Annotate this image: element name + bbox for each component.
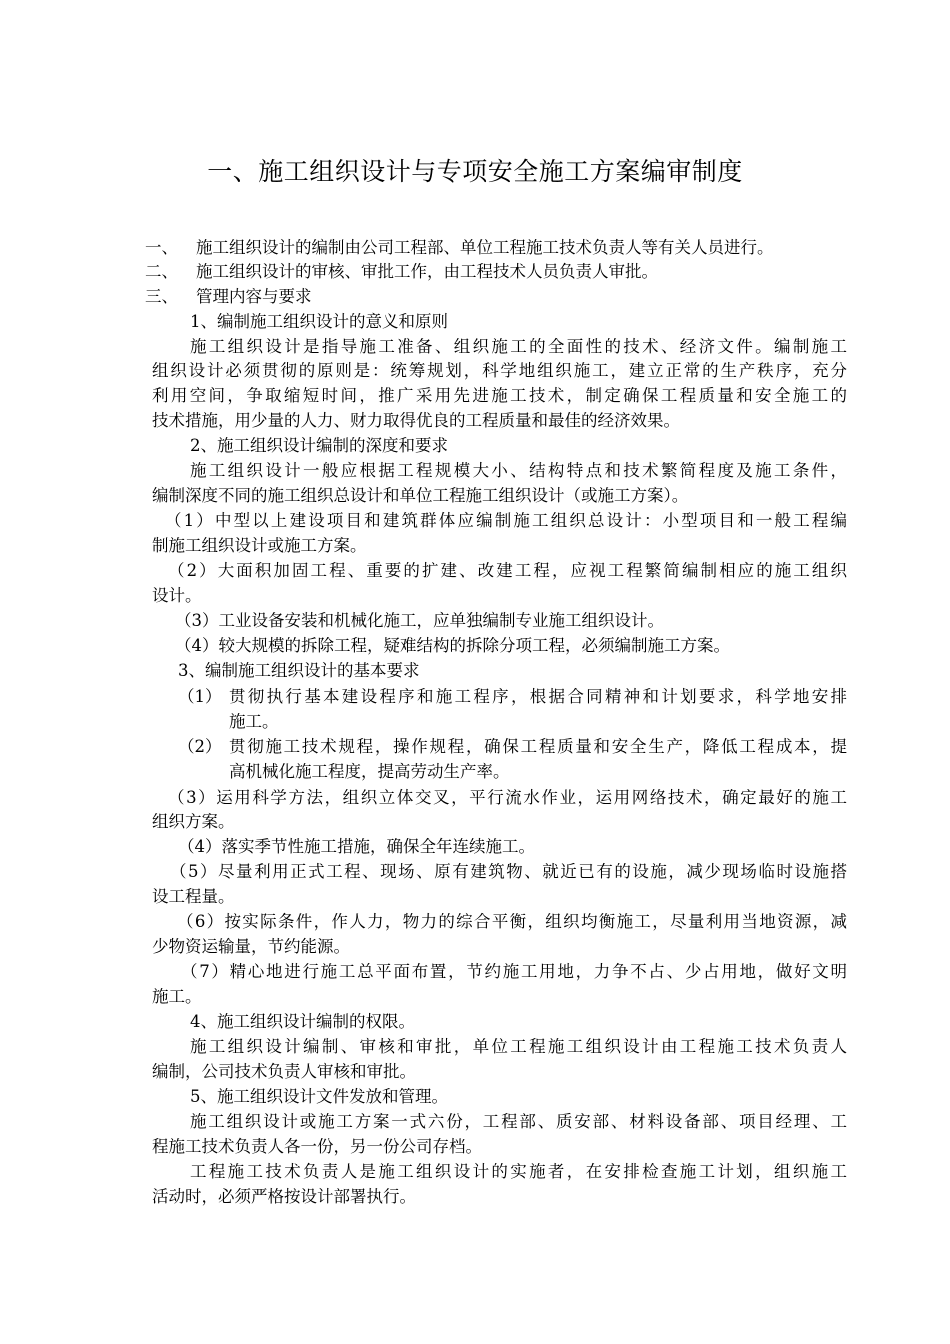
item-text: 施工组织设计的审核、审批工作，由工程技术人员负责人审批。 (196, 262, 658, 281)
list-item-line: （6）按实际条件，作人力，物力的综合平衡，组织均衡施工，尽量利用当地资源，减 (177, 912, 847, 931)
list-item-line: 施工。 (152, 987, 202, 1006)
paragraph-line: 施工组织设计是指导施工准备、组织施工的全面性的技术、经济文件。编制施工 (190, 337, 847, 356)
list-item-marker: （1） (178, 687, 222, 706)
list-item-line: （2）大面积加固工程、重要的扩建、改建工程，应视工程繁简编制相应的施工组织 (168, 561, 847, 580)
page-title: 一、施工组织设计与专项安全施工方案编审制度 (207, 157, 743, 186)
list-item-line: （7）精心地进行施工总平面布置，节约施工用地，力争不占、少占用地，做好文明 (181, 962, 847, 981)
paragraph-line: 组织设计必须贯彻的原则是：统筹规划，科学地组织施工，建立正常的生产秩序，充分 (152, 361, 847, 380)
paragraph-line: 编制，公司技术负责人审核和审批。 (152, 1062, 416, 1081)
paragraph-line: 工程施工技术负责人是施工组织设计的实施者，在安排检查施工计划，组织施工 (190, 1162, 847, 1181)
paragraph-line: 程施工技术负责人各一份，另一份公司存档。 (152, 1137, 482, 1156)
item-marker: 三、 (145, 287, 178, 306)
list-item-line: （4）落实季节性施工措施，确保全年连续施工。 (178, 837, 535, 856)
list-item-line: （4）较大规模的拆除工程，疑难结构的拆除分项工程，必须编制施工方案。 (175, 636, 730, 655)
item-text: 施工组织设计的编制由公司工程部、单位工程施工技术负责人等有关人员进行。 (196, 238, 774, 257)
section-heading: 3、编制施工组织设计的基本要求 (178, 661, 420, 680)
list-item-line: （5）尽量利用正式工程、现场、原有建筑物、就近已有的设施，减少现场临时设施搭 (170, 862, 847, 881)
list-item-line: 贯彻施工技术规程，操作规程，确保工程质量和安全生产，降低工程成本，提 (229, 737, 847, 756)
item-text: 管理内容与要求 (196, 287, 312, 306)
list-item-line: 组织方案。 (152, 812, 235, 831)
list-item-line: 设工程量。 (152, 887, 235, 906)
section-heading: 4、施工组织设计编制的权限。 (190, 1012, 415, 1031)
list-item-line: 少物资运输量，节约能源。 (152, 937, 350, 956)
list-item-line: 贯彻执行基本建设程序和施工程序，根据合同精神和计划要求，科学地安排 (229, 687, 847, 706)
list-item-marker: （2） (178, 737, 222, 756)
list-item-line: （3）工业设备安装和机械化施工，应单独编制专业施工组织设计。 (175, 611, 664, 630)
paragraph-line: 施工组织设计一般应根据工程规模大小、结构特点和技术繁简程度及施工条件， (190, 461, 847, 480)
paragraph-line: 施工组织设计编制、审核和审批，单位工程施工组织设计由工程施工技术负责人 (190, 1037, 847, 1056)
item-marker: 一、 (145, 238, 178, 257)
list-item-line: （3）运用科学方法，组织立体交叉，平行流水作业，运用网络技术，确定最好的施工 (168, 788, 847, 807)
paragraph-line: 活动时，必须严格按设计部署执行。 (152, 1187, 416, 1206)
list-item-line: （1）中型以上建设项目和建筑群体应编制施工组织总设计：小型项目和一般工程编 (165, 511, 847, 530)
item-marker: 二、 (145, 262, 178, 281)
section-heading: 5、施工组织设计文件发放和管理。 (190, 1087, 448, 1106)
section-heading: 2、施工组织设计编制的深度和要求 (190, 436, 448, 455)
list-item-line: 制施工组织设计或施工方案。 (152, 536, 367, 555)
paragraph-line: 施工组织设计或施工方案一式六份，工程部、质安部、材料设备部、项目经理、工 (190, 1112, 847, 1131)
paragraph-line: 编制深度不同的施工组织总设计和单位工程施工组织设计（或施工方案）。 (152, 486, 689, 505)
section-heading: 1、编制施工组织设计的意义和原则 (190, 312, 448, 331)
list-item-line: 设计。 (152, 586, 202, 605)
paragraph-line: 技术措施，用少量的人力、财力取得优良的工程质量和最佳的经济效果。 (152, 411, 680, 430)
list-item-line: 施工。 (229, 712, 279, 731)
paragraph-line: 利用空间，争取缩短时间，推广采用先进施工技术，制定确保工程质量和安全施工的 (152, 386, 847, 405)
list-item-line: 高机械化施工程度，提高劳动生产率。 (229, 762, 510, 781)
